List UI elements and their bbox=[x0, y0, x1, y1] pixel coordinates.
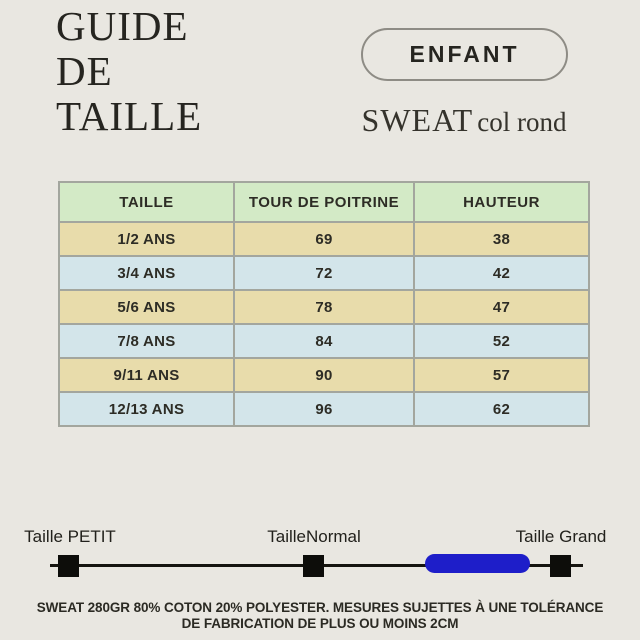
category-pill-enfant[interactable] bbox=[361, 28, 568, 81]
table-row bbox=[59, 358, 589, 392]
cell-taille: 5/6 ANS bbox=[59, 290, 234, 324]
cell-taille: 7/8 ANS bbox=[59, 324, 234, 358]
cell-taille: 9/11 ANS bbox=[59, 358, 234, 392]
fit-indicator-pill bbox=[425, 554, 530, 573]
cell-hauteur: 62 bbox=[414, 392, 589, 426]
footer-note bbox=[0, 600, 640, 632]
cell-taille: 1/2 ANS bbox=[59, 222, 234, 256]
cell-hauteur: 47 bbox=[414, 290, 589, 324]
fit-scale-marker-normal bbox=[303, 555, 324, 577]
product-title bbox=[362, 102, 567, 139]
cell-hauteur: 52 bbox=[414, 324, 589, 358]
size-table bbox=[58, 181, 590, 427]
cell-tour-de-poitrine: 78 bbox=[234, 290, 414, 324]
page-title bbox=[56, 4, 202, 139]
column-header-taille: TAILLE bbox=[59, 182, 234, 222]
fit-scale-label-normal: TailleNormal bbox=[267, 527, 361, 546]
category-pill-label: ENFANT bbox=[409, 41, 520, 67]
table-row bbox=[59, 392, 589, 426]
fit-scale-label-petit: Taille PETIT bbox=[24, 527, 116, 546]
column-header-tour-de-poitrine: TOUR DE POITRINE bbox=[234, 182, 414, 222]
product-name: SWEAT bbox=[361, 102, 474, 138]
fit-scale-marker-grand bbox=[550, 555, 571, 577]
footer-note-line: SWEAT 280GR 80% COTON 20% POLYESTER. MESURES SUJETTES À UNE TOLÉRANCE bbox=[36, 600, 604, 615]
table-row bbox=[59, 324, 589, 358]
table-row bbox=[59, 256, 589, 290]
fit-scale-label-grand: Taille Grand bbox=[515, 527, 607, 546]
table-row bbox=[59, 222, 589, 256]
fit-scale-marker-petit bbox=[58, 555, 79, 577]
table-row bbox=[59, 290, 589, 324]
product-variant: col rond bbox=[477, 107, 567, 137]
page-title-line: GUIDE bbox=[56, 3, 189, 49]
cell-hauteur: 57 bbox=[414, 358, 589, 392]
cell-taille: 3/4 ANS bbox=[59, 256, 234, 290]
cell-hauteur: 42 bbox=[414, 256, 589, 290]
cell-tour-de-poitrine: 96 bbox=[234, 392, 414, 426]
footer-note-line: DE FABRICATION DE PLUS OU MOINS 2CM bbox=[181, 616, 459, 631]
cell-tour-de-poitrine: 84 bbox=[234, 324, 414, 358]
cell-hauteur: 38 bbox=[414, 222, 589, 256]
cell-tour-de-poitrine: 69 bbox=[234, 222, 414, 256]
page-title-line: TAILLE bbox=[56, 93, 203, 139]
size-table-header-row bbox=[59, 182, 589, 222]
cell-tour-de-poitrine: 72 bbox=[234, 256, 414, 290]
cell-taille: 12/13 ANS bbox=[59, 392, 234, 426]
page-title-line: DE bbox=[56, 48, 113, 94]
cell-tour-de-poitrine: 90 bbox=[234, 358, 414, 392]
column-header-hauteur: HAUTEUR bbox=[414, 182, 589, 222]
